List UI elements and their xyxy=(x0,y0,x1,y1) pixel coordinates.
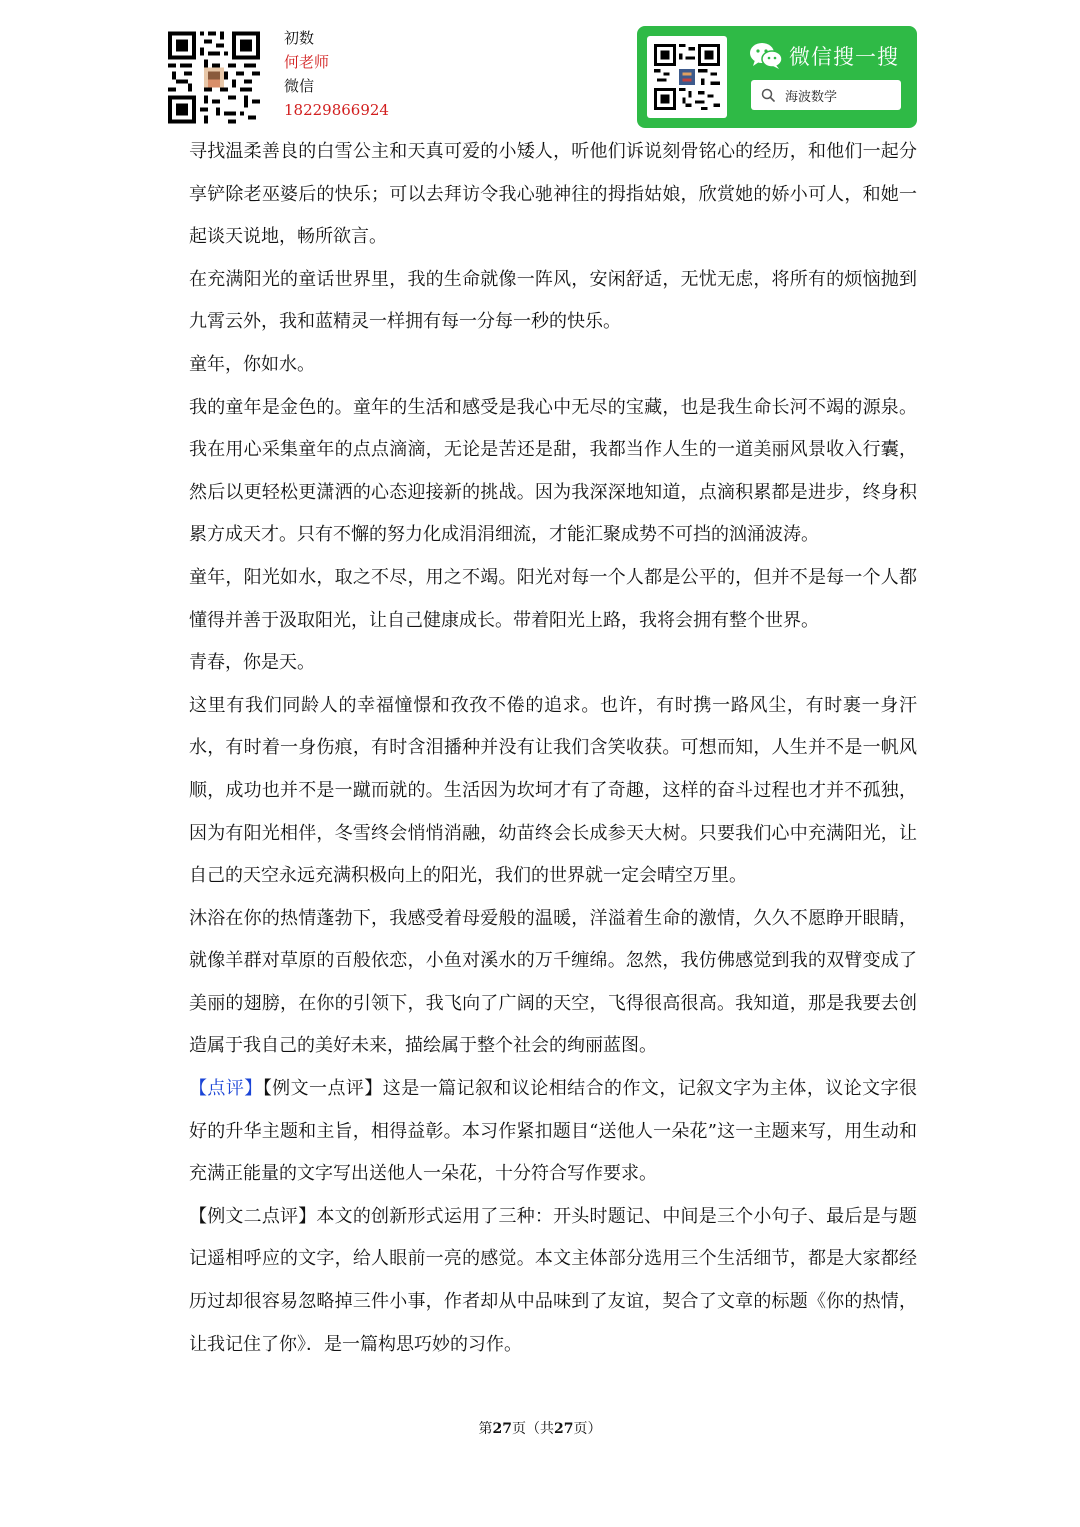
total-page-number: 27 xyxy=(554,1421,574,1437)
paragraph: 童年，阳光如水，取之不尽，用之不竭。阳光对每一个人都是公平的，但并不是每一个人都懂得并善于汲取阳光，让自己健康成长。带着阳光上路，我将会拥有整个世界。 xyxy=(189,566,917,631)
paragraph: 沐浴在你的热情蓬勃下，我感受着母爱般的温暖，洋溢着生命的激情，久久不愿睁开眼睛，就像羊群对草原的百般依恋，小鱼对溪水的万千缠绵。忽然，我仿佛感觉到我的双臂变成了美丽的翅膀，在你的引领下，我飞向了广阔的天空，飞得很高很高。我知道，那是我要去创造属于我自己的美好未来，描绘属于整个社会的绚丽蓝图。 xyxy=(189,907,917,1057)
review-paragraph-1 xyxy=(189,1068,917,1196)
contact-teacher: 何老师 xyxy=(284,53,330,71)
footer-prefix: 第 xyxy=(478,1421,493,1437)
article-body xyxy=(189,131,917,1366)
footer-suffix: 页） xyxy=(573,1421,602,1437)
wechat-qr-code xyxy=(647,36,727,118)
review-text-1: 【例文一点评】这是一篇记叙和议论相结合的作文，记叙文字为主体，议论文字很好的升华主题和主旨，相得益彰。本习作紧扣题目“送他人一朵花”这一主题来写，用生动和充满正能量的文字写出送他人一朵花，十分符合写作要求。 xyxy=(189,1078,918,1185)
wechat-search-text: 海波数学 xyxy=(785,90,838,105)
current-page-number: 27 xyxy=(492,1421,512,1437)
wechat-search-card[interactable] xyxy=(637,26,917,128)
paragraph: 我的童年是金色的。童年的生活和感受是我心中无尽的宝藏，也是我生命长河不竭的源泉。我在用心采集童年的点点滴滴，无论是苦还是甜，我都当作人生的一道美丽风景收入行囊，然后以更轻松更潇洒的心态迎接新的挑战。因为我深深地知道，点滴积累都是进步，终身积累方成天才。只有不懈的努力化成涓涓细流，才能汇聚成势不可挡的汹涌波涛。 xyxy=(189,396,917,546)
wechat-search-title: 微信搜一搜 xyxy=(789,45,899,69)
paragraph: 童年，你如水。 xyxy=(189,353,315,375)
footer-middle: 页（共 xyxy=(512,1421,554,1437)
contact-wechat-label: 微信 xyxy=(284,77,315,95)
paragraph: 青春，你是天。 xyxy=(189,652,315,674)
paragraph: 寻找温柔善良的白雪公主和天真可爱的小矮人，听他们诉说刻骨铭心的经历，和他们一起分享铲除老巫婆后的快乐；可以去拜访令我心驰神往的拇指姑娘，欣赏她的娇小可人，和她一起谈天说地，畅所欲言。 xyxy=(189,141,917,248)
review-paragraph-2: 【例文二点评】本文的创新形式运用了三种：开头时题记、中间是三个小句子、最后是与题记遥相呼应的文字，给人眼前一亮的感觉。本文主体部分选用三个生活细节，都是大家都经历过却很容易忽略掉三件小事，作者却从中品味到了友谊，契合了文章的标题《你的热情，让我记住了你》．是一篇构思巧妙的习作。 xyxy=(189,1205,917,1355)
qr-code-image xyxy=(168,30,260,125)
wechat-logo-icon xyxy=(749,42,783,70)
review-tag: 【点评】 xyxy=(189,1078,263,1100)
contact-info xyxy=(284,26,389,122)
page-footer xyxy=(0,1418,1080,1438)
contact-subject: 初数 xyxy=(284,29,315,47)
wechat-search-box[interactable] xyxy=(751,80,901,110)
search-icon xyxy=(761,88,775,102)
paragraph: 这里有我们同龄人的幸福憧憬和孜孜不倦的追求。也许，有时携一路风尘，有时裹一身汗水，有时着一身伤痕，有时含泪播种并没有让我们含笑收获。可想而知，人生并不是一帆风顺，成功也并不是一蹴而就的。生活因为坎坷才有了奇趣，这样的奋斗过程也才并不孤独，因为有阳光相伴，冬雪终会悄悄消融，幼苗终会长成参天大树。只要我们心中充满阳光，让自己的天空永远充满积极向上的阳光，我们的世界就一定会晴空万里。 xyxy=(189,694,917,887)
contact-phone: 18229866924 xyxy=(284,101,389,119)
paragraph: 在充满阳光的童话世界里，我的生命就像一阵风，安闲舒适，无忧无虑，将所有的烦恼抛到九霄云外，我和蓝精灵一样拥有每一分每一秒的快乐。 xyxy=(189,268,917,333)
